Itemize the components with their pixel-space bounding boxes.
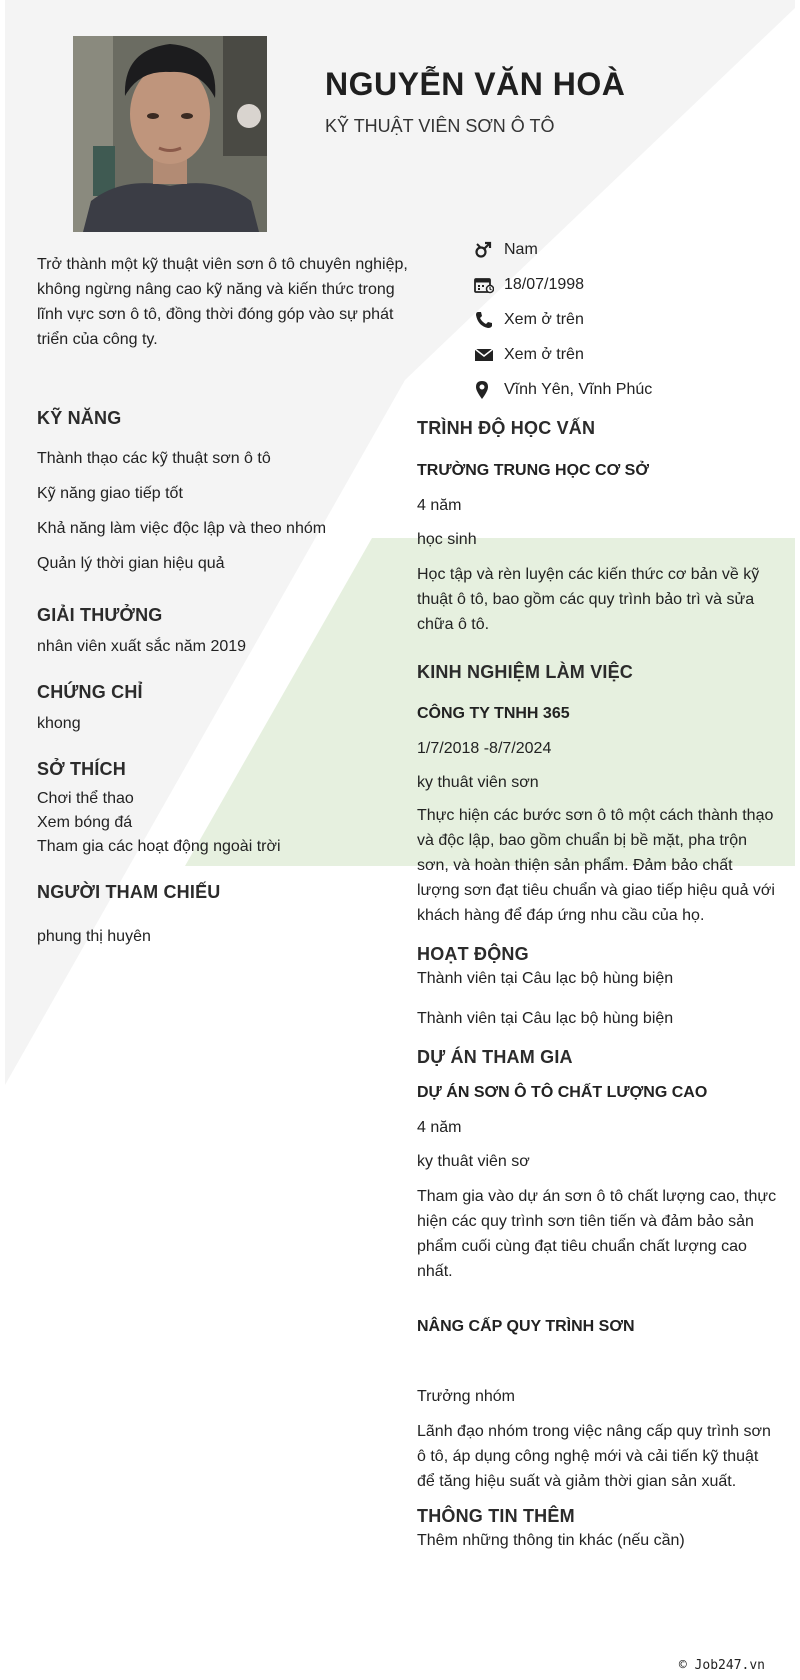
project-name: NÂNG CẤP QUY TRÌNH SƠN [417,1318,635,1335]
job-title: KỸ THUẬT VIÊN SƠN Ô TÔ [325,116,555,136]
hobby-item: Tham gia các hoạt động ngoài trời [37,838,281,855]
project-description: Tham gia vào dự án sơn ô tô chất lượng cao, thực hiện các quy trình sơn tiên tiến và đảm bảo sản phẩm cuối cùng đạt tiêu chuẩn chất lượng cao nhất. [417,1188,777,1280]
education-description: Học tập và rèn luyện các kiến thức cơ bản về kỹ thuật ô tô, bao gồm các quy trình bảo trì và sửa chữa ô tô. [417,566,760,633]
right-column [417,418,777,1553]
certificates-heading: CHỨNG CHỈ [37,682,143,702]
additional-info-heading: THÔNG TIN THÊM [417,1506,575,1526]
education-role: học sinh [417,531,477,548]
gender-icon [474,241,504,259]
projects-heading: DỰ ÁN THAM GIA [417,1047,573,1067]
activity-item: Thành viên tại Câu lạc bộ hùng biện [417,1010,674,1027]
address-value: Vĩnh Yên, Vĩnh Phúc [504,380,653,398]
experience-heading: KINH NGHIỆM LÀM VIỆC [417,662,634,682]
hobby-item: Chơi thể thao [37,790,134,807]
skill-item: Kỹ năng giao tiếp tốt [37,485,183,502]
birthdate-value: 18/07/1998 [504,275,585,293]
email-value: Xem ở trên [504,345,584,363]
skill-item: Thành thạo các kỹ thuật sơn ô tô [37,450,271,467]
skill-item: Quản lý thời gian hiệu quả [37,555,225,572]
activity-item: Thành viên tại Câu lạc bộ hùng biện [417,970,674,987]
phone-icon [474,311,504,329]
skill-item: Khả năng làm việc độc lập và theo nhóm [37,520,327,537]
project-name: DỰ ÁN SƠN Ô TÔ CHẤT LƯỢNG CAO [417,1084,708,1101]
phone-value: Xem ở trên [504,310,584,328]
contact-gender [474,232,652,267]
left-column [37,408,339,949]
hobby-item: Xem bóng đá [37,814,133,831]
avatar [73,36,267,232]
project-description: Lãnh đạo nhóm trong việc nâng cấp quy trình sơn ô tô, áp dụng công nghệ mới và cải tiến kỹ thuật để tăng hiệu suất và giảm thời gian sản xuất. [417,1423,771,1490]
education-duration: 4 năm [417,497,462,514]
references-heading: NGƯỜI THAM CHIẾU [37,882,221,902]
contact-info [474,232,652,407]
awards-heading: GIẢI THƯỞNG [37,605,163,625]
project-duration: 4 năm [417,1119,462,1136]
education-heading: TRÌNH ĐỘ HỌC VẤN [417,418,596,438]
education-school: TRƯỜNG TRUNG HỌC CƠ SỞ [417,462,649,479]
contact-phone [474,302,652,337]
contact-birthdate [474,267,652,302]
project-role: ky thuât viên sơ [417,1153,530,1170]
calendar-icon [474,276,504,294]
footer-credit: © Job247.vn [678,1658,765,1673]
award-item: nhân viên xuất sắc năm 2019 [37,638,247,655]
location-pin-icon [474,380,504,400]
contact-email [474,337,652,372]
skills-heading: KỸ NĂNG [37,408,122,428]
activities-heading: HOẠT ĐỘNG [417,944,529,964]
experience-position: ky thuât viên sơn [417,774,539,791]
additional-info-text: Thêm những thông tin khác (nếu cần) [417,1532,685,1549]
experience-description: Thực hiện các bước sơn ô tô một cách thành thạo và độc lập, bao gồm chuẩn bị bề mặt, pha trộn sơn, và hoàn thiện sản phẩm. Đảm bảo chất lượng sơn đạt tiêu chuẩn và giao tiếp hiệu quả với khách hàng để đáp ứng nhu cầu của họ. [417,807,775,924]
email-icon [474,347,504,363]
hobbies-heading: SỞ THÍCH [37,759,126,779]
experience-period: 1/7/2018 -8/7/2024 [417,740,552,757]
experience-company: CÔNG TY TNHH 365 [417,705,570,722]
gender-value: Nam [504,240,538,258]
project-role: Trưởng nhóm [417,1388,515,1405]
career-objective: Trở thành một kỹ thuật viên sơn ô tô chuyên nghiệp, không ngừng nâng cao kỹ năng và kiến thức trong lĩnh vực sơn ô tô, đồng thời đóng góp vào sự phát triển của công ty. [37,256,408,348]
reference-item: phung thị huyên [37,928,151,945]
certificate-item: khong [37,715,81,732]
project-duration [417,1348,777,1372]
candidate-name: NGUYỄN VĂN HOÀ [325,66,626,102]
contact-address [474,372,652,407]
